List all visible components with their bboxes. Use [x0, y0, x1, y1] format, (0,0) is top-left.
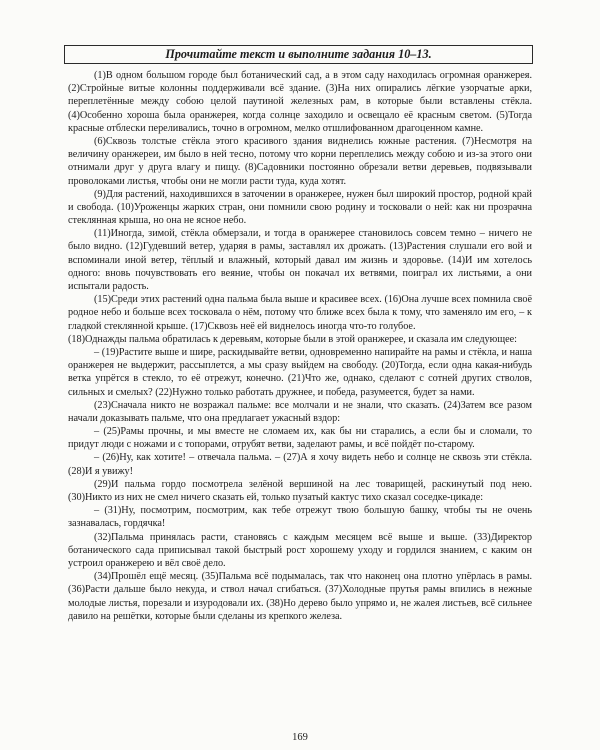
- paragraph: (11)Иногда, зимой, стёкла обмерзали, и тогда в оранжерее становилось совсем темно – ничего не было видно. (12)Гудевший ветер, ударяя в рамы, заставлял их дрожать. (13)Растения слушали его вой и вспоминали иной ветер, тёплый и влажный, который давал им жизнь и здоровье. (14)И им хотелось одного: вновь почувствовать его веяние, чтобы он покачал их ветвями, поиграл их листьями, а они испытали радость.: [68, 228, 532, 292]
- paragraph: (9)Для растений, находившихся в заточении в оранжерее, нужен был широкий простор, родной край и свобода. (10)Уроженцы жарких стран, они помнили свою родину и тосковали о ней: как ни прозрачна стеклянная крыша, но она не ясное небо.: [68, 188, 532, 227]
- task-heading: Прочитайте текст и выполните задания 10–13.: [165, 47, 432, 61]
- paragraph: (1)В одном большом городе был ботанический сад, а в этом саду находилась огромная оранжерея. (2)Стройные витые колонны поддерживали всё здание. (3)На них опирались лёгкие узорчатые арки, переплетённые между собою целой паутиной железных рам, в которые были вставлены стёкла. (4)Особенно хороша была оранжерея, когда солнце заходило и освещало её красным светом. (5)Тогда красные отблески переливались, точно в огромном, мелко отшлифованном драгоценном камне.: [68, 70, 532, 134]
- task-heading-box: [64, 45, 533, 64]
- paragraph: (34)Прошёл ещё месяц. (35)Пальма всё подымалась, так что наконец она плотно упёрлась в рамы. (36)Расти дальше было некуда, и ствол начал сгибаться. (37)Холодные прутья рамы впились в нежные молодые листья, порезали и изуродовали их. (38)Но дерево было упрямо и, не жалея листьев, всё сильнее давило на решётки, которые были сделаны из крепкого железа.: [68, 571, 532, 622]
- paragraph: (29)И пальма гордо посмотрела зелёной вершиной на лес товарищей, раскинутый под нею. (30)Никто из них не смел ничего сказать ей, только пузатый кактус тихо сказал соседке-цикаде:: [68, 478, 532, 503]
- dialogue-line: – (26)Ну, как хотите! – отвечала пальма. – (27)А я хочу видеть небо и солнце не сквозь эти стёкла. (28)И я увижу!: [68, 452, 532, 477]
- dialogue-line: – (25)Рамы прочны, и мы вместе не сломаем их, как бы ни старались, а если бы и сломали, то придут люди с ножами и с топорами, отрубят ветви, заделают рамы, и всё пойдёт по-старому.: [68, 426, 532, 451]
- paragraph: (6)Сквозь толстые стёкла этого красивого здания виднелись южные растения. (7)Несмотря на величину оранжереи, им было в ней тесно, потому что корни переплелись между собою и из-за этого они отнимали друг у друга влагу и пищу. (8)Садовники постоянно обрезали ветви деревьев, подвязывали проволоками листья, чтобы они не могли расти туда, куда хотят.: [68, 135, 532, 187]
- reading-text: [68, 69, 532, 623]
- dialogue-line: – (19)Растите выше и шире, раскидывайте ветви, одновременно напирайте на рамы и стёкла, и наша оранжерея не выдержит, рассыплется, а мы сразу выйдем на свободу. (20)Тогда, если одна какая-нибудь ветка упрётся в стекло, то её отрежут, конечно. (21)Что же, однако, сделают с сотней других стволов, сильных и смелых? (22)Нужно только работать дружнее, и победа, разумеется, будет за нами.: [68, 346, 532, 398]
- paragraph: (18)Однажды пальма обратилась к деревьям, которые были в этой оранжерее, и сказала им следующее:: [68, 333, 517, 345]
- paragraph: (15)Среди этих растений одна пальма была выше и красивее всех. (16)Она лучше всех помнила своё родное небо и больше всех тосковала о нём, потому что ближе всех была к тому, что заменяло им его, – к гладкой стеклянной крыше. (17)Сквозь неё ей виднелось иногда что-то голубое.: [68, 294, 532, 332]
- page-number: 169: [292, 732, 308, 743]
- paragraph: (23)Сначала никто не возражал пальме: все молчали и не знали, что сказать. (24)Затем все разом начали доказывать пальме, что она предлагает ужасный вздор:: [68, 399, 532, 424]
- paragraph: (32)Пальма принялась расти, становясь с каждым месяцем всё выше и выше. (33)Директор ботанического сада приписывал такой быстрый рост хорошему уходу и гордился знанием, с каким он устроил оранжерею и вёл своё дело.: [68, 531, 532, 569]
- dialogue-line: – (31)Ну, посмотрим, посмотрим, как тебе отрежут твою большую башку, чтобы ты не очень зазнавалась, гордячка!: [68, 505, 532, 530]
